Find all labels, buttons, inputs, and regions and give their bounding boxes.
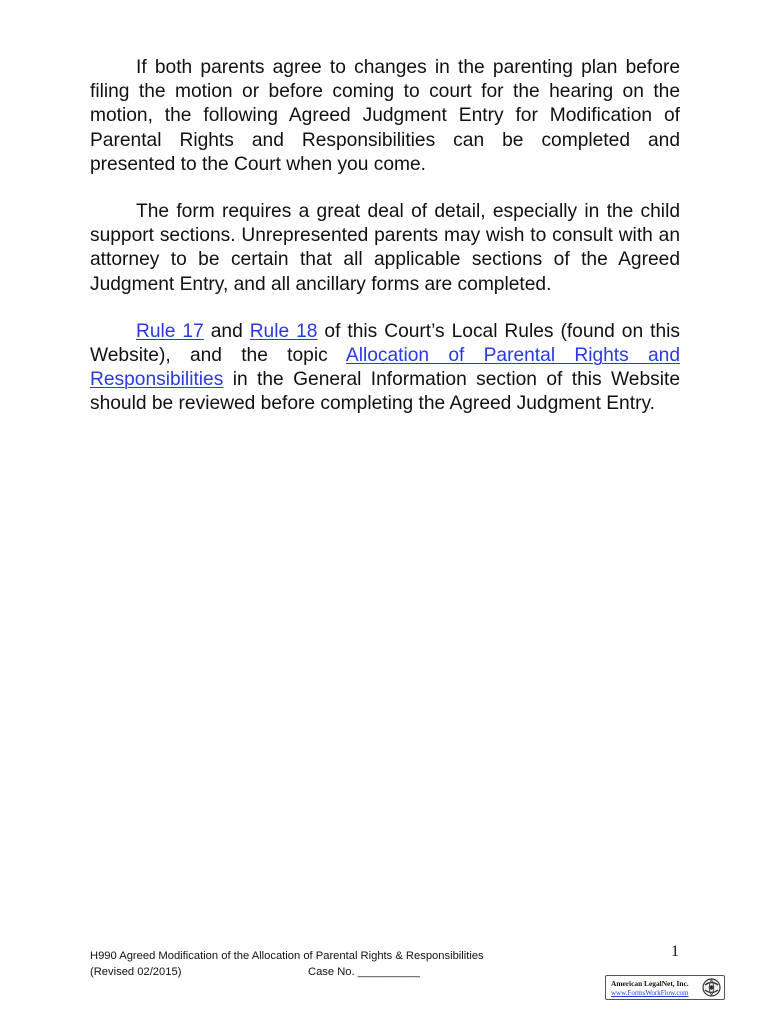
paragraph-form-detail: The form requires a great deal of detail, especially in the child support sections. Unrepresented parents may wish to consult with an attorney to be certain that all applicable sections of the Agreed Judgment Entry, and all ancillary forms are completed. bbox=[90, 201, 680, 295]
globe-logo-icon bbox=[702, 978, 721, 997]
footer-form-title: H990 Agreed Modification of the Allocation of Parental Rights & Responsibilities bbox=[90, 950, 484, 962]
page-number: 1 bbox=[671, 943, 679, 960]
page-footer bbox=[90, 948, 484, 980]
footer-revised-date: (Revised 02/2015) bbox=[90, 966, 182, 978]
publisher-name: American LegalNet, Inc. bbox=[611, 979, 689, 988]
paragraph-rules-text-middle: of this Court’s Local Rules (found on this Website), and the topic bbox=[90, 320, 680, 367]
allocation-parental-rights-link[interactable]: Allocation of Parental Rights and Responsibilities bbox=[90, 345, 680, 391]
rule-17-link[interactable]: Rule 17 bbox=[136, 320, 204, 342]
footer-second-row bbox=[90, 964, 484, 980]
rule-18-link[interactable]: Rule 18 bbox=[249, 320, 318, 342]
paragraph-agreement: If both parents agree to changes in the parenting plan before filing the motion or before coming to court for the hearing on the motion, the following Agreed Judgment Entry for Modification of Parental Rights and Responsibilities can be completed and presented to the Court when you come. bbox=[90, 57, 680, 175]
document-body bbox=[90, 56, 680, 440]
publisher-url-link[interactable]: www.FormsWorkFlow.com bbox=[611, 989, 689, 997]
publisher-badge[interactable] bbox=[605, 975, 725, 1000]
paragraph-rules-text-end: in the General Information section of this Website should be reviewed before completing the Agreed Judgment Entry. bbox=[90, 369, 680, 415]
footer-case-number: Case No. __________ bbox=[308, 966, 420, 978]
paragraph-rules bbox=[90, 320, 680, 417]
paragraph-rules-text-and: and bbox=[203, 320, 250, 342]
